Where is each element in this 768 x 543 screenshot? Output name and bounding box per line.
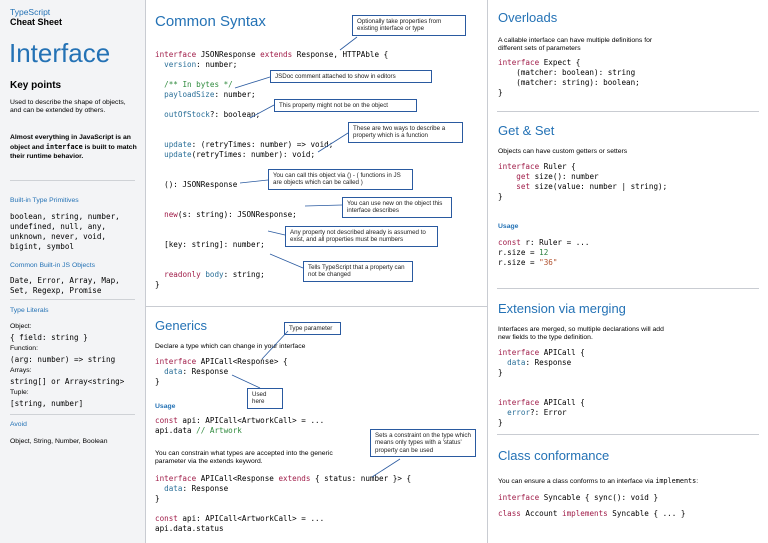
extension-intro: Interfaces are merged, so multiple declarations will add new fields to the type definition. bbox=[498, 326, 664, 342]
class-conformance-intro: You can ensure a class conforms to an interface via implements: bbox=[498, 477, 699, 485]
builtin-primitives-list: boolean, string, number, undefined, null, any, unknown, never, void, bigint, symbol bbox=[10, 212, 120, 251]
optional-props-note: Optionally take properties from existing interface or type bbox=[352, 15, 466, 36]
arrays-label: Arrays: bbox=[10, 367, 32, 374]
get-set-intro: Objects can have custom getters or setters bbox=[498, 148, 628, 155]
key-point-2: Almost everything in JavaScript is an object and interface is built to match their runtime behavior. bbox=[10, 134, 137, 160]
generics-heading: Generics bbox=[155, 318, 208, 333]
brand-top: TypeScript bbox=[10, 7, 51, 17]
extension-heading: Extension via merging bbox=[498, 301, 626, 316]
arrays-code: string[] or Array<string> bbox=[10, 377, 125, 386]
builtin-primitives-heading: Built-in Type Primitives bbox=[10, 197, 79, 204]
maybe-missing-note: This property might not be on the object bbox=[274, 99, 417, 112]
readonly-note: Tells TypeScript that a property can not be changed bbox=[303, 261, 413, 282]
overloads-intro: A callable interface can have multiple definitions for different sets of parameters bbox=[498, 37, 653, 53]
index-signature-note: Any property not described already is assumed to exist, and all properties must be numbers bbox=[285, 226, 438, 247]
builtin-objects-heading: Common Built-in JS Objects bbox=[10, 262, 95, 269]
get-set-usage-code: const r: Ruler = ... r.size = 12 r.size = "36" bbox=[498, 238, 590, 267]
get-set-heading: Get & Set bbox=[498, 123, 555, 138]
extension-code: interface APICall { data: Response } interface APICall { error?: Error } bbox=[498, 348, 585, 427]
type-literals-heading: Type Literals bbox=[10, 307, 49, 314]
used-here-note: Used here bbox=[247, 388, 283, 409]
brand-bottom: Cheat Sheet bbox=[10, 17, 63, 27]
object-label: Object: bbox=[10, 323, 32, 330]
jsdoc-note: JSDoc comment attached to show in editors bbox=[270, 70, 432, 83]
tuple-code: [string, number] bbox=[10, 399, 84, 408]
generics-usage-heading: Usage bbox=[155, 403, 176, 410]
two-ways-note: These are two ways to describe a property which is a function bbox=[348, 122, 463, 143]
new-note: You can use new on the object this interface describes bbox=[342, 197, 452, 218]
get-set-code: interface Ruler { get size(): number set size(value: number | string); } bbox=[498, 162, 668, 201]
object-code: { field: string } bbox=[10, 333, 88, 342]
common-syntax-code: interface JSONResponse extends Response, HTTPAble { version: number; /** In bytes */ payloadSize: number; outOfStock?: boolean; update: (retryTimes: number) => void; update(retryTimes: number): void; (): JSONResponse new(s: string): JSONResponse; [key: string]: number; readonly body: string; } bbox=[155, 50, 389, 289]
constraint-note: Sets a constraint on the type which means only types with a 'status' property can be used bbox=[370, 429, 476, 457]
builtin-objects-list: Date, Error, Array, Map, Set, Regexp, Promise bbox=[10, 276, 120, 295]
function-code: (arg: number) => string bbox=[10, 355, 116, 364]
common-syntax-heading: Common Syntax bbox=[155, 13, 266, 30]
callable-note: You can call this object via () - ( functions in JS are objects which can be called ) bbox=[268, 169, 413, 190]
type-parameter-note: Type parameter bbox=[284, 322, 341, 335]
key-points-heading: Key points bbox=[10, 80, 62, 91]
generics-usage-code: const api: APICall<ArtworkCall> = ... api.data // Artwork bbox=[155, 416, 325, 435]
avoid-heading: Avoid bbox=[10, 421, 27, 428]
constraint-text: You can constrain what types are accepted into the generic parameter via the extends keyword. bbox=[155, 450, 333, 466]
tuple-label: Tuple: bbox=[10, 389, 29, 396]
function-label: Function: bbox=[10, 345, 38, 352]
overloads-code: interface Expect { (matcher: boolean): string (matcher: string): boolean; } bbox=[498, 58, 640, 97]
class-conformance-code: interface Syncable { sync(): void } class Account implements Syncable { ... } bbox=[498, 493, 686, 518]
generics-intro: Declare a type which can change in your interface bbox=[155, 343, 306, 350]
overloads-heading: Overloads bbox=[498, 10, 558, 25]
class-conformance-heading: Class conformance bbox=[498, 448, 610, 463]
generics-code: interface APICall<Response> { data: Response } bbox=[155, 357, 288, 386]
avoid-text: Object, String, Number, Boolean bbox=[10, 438, 108, 445]
page-title: Interface bbox=[9, 38, 111, 68]
constraint-code: interface APICall<Response extends { status: number }> { data: Response } const api: APICall<ArtworkCall> = ... api.data.status bbox=[155, 474, 412, 533]
key-point-1: Used to describe the shape of objects, and can be extended by others. bbox=[10, 99, 126, 115]
get-set-usage-heading: Usage bbox=[498, 223, 519, 230]
